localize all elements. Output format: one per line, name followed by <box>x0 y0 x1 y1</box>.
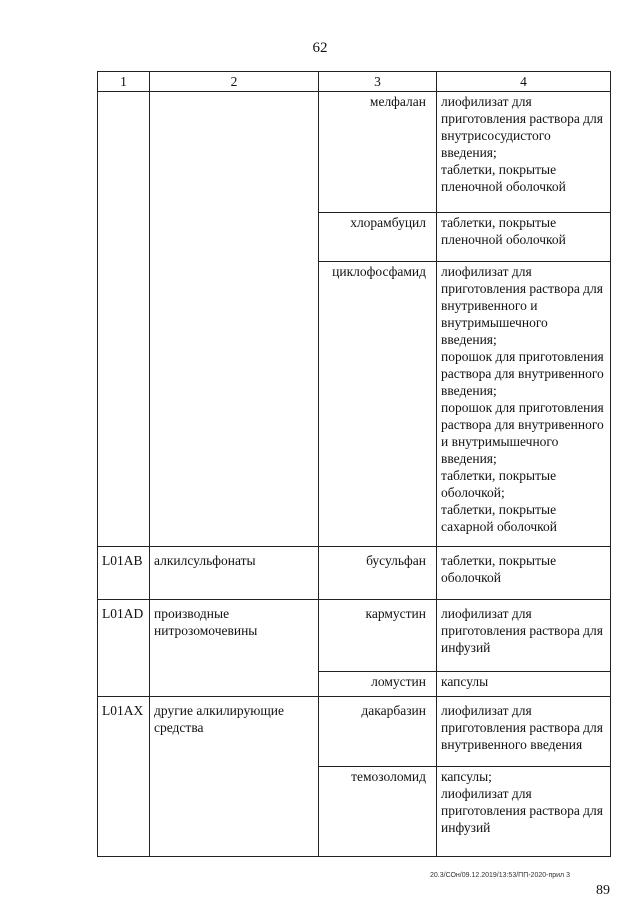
form-cell <box>437 600 611 672</box>
atc-code-cell <box>98 92 150 547</box>
form-line: лиофилизат для приготовления раствора для внутрисосудистого введения; <box>441 94 603 160</box>
form-cell <box>437 213 611 262</box>
form-line: лиофилизат для приготовления раствора для внутривенного введения <box>441 703 603 752</box>
form-line: таблетки, покрытые сахарной оболочкой <box>441 502 558 534</box>
form-line: таблетки, покрытые оболочкой <box>441 553 557 585</box>
header-cell: 1 <box>98 72 150 92</box>
atc-code-cell: L01AX <box>98 697 150 857</box>
header-cell: 4 <box>437 72 611 92</box>
group-cell <box>150 92 319 547</box>
form-line: порошок для приготовления раствора для внутривенного и внутримышечного введения; <box>441 400 604 466</box>
form-cell <box>437 262 611 547</box>
form-line: лиофилизат для приготовления раствора для инфузий <box>441 606 603 655</box>
form-line: лиофилизат для приготовления раствора для внутривенного и внутримышечного введения; <box>441 264 603 347</box>
form-line: капсулы; <box>441 769 492 784</box>
group-cell: алкилсульфонаты <box>150 547 319 600</box>
form-line: капсулы <box>441 674 489 689</box>
document-reference: 20.3/СОн/09.12.2019/13:53/ПП-2020-прил 3 <box>430 872 570 879</box>
form-line: порошок для приготовления раствора для внутривенного введения; <box>441 349 604 398</box>
header-cell: 3 <box>319 72 437 92</box>
form-line: таблетки, покрытые пленочной оболочкой <box>441 162 566 194</box>
inn-cell: темозоломид <box>319 767 437 857</box>
header-cell: 2 <box>150 72 319 92</box>
drug-table <box>97 71 611 857</box>
form-cell <box>437 92 611 213</box>
form-cell <box>437 697 611 767</box>
form-cell <box>437 547 611 600</box>
page-number: 62 <box>312 40 328 56</box>
table-row <box>98 547 611 600</box>
form-cell <box>437 767 611 857</box>
header-row <box>98 72 611 92</box>
group-cell: другие алкилирующие средства <box>150 697 319 857</box>
form-line: лиофилизат для приготовления раствора для инфузий <box>441 786 603 835</box>
sheet-number: 89 <box>596 883 610 898</box>
form-line: таблетки, покрытые оболочкой; <box>441 468 557 500</box>
form-line: таблетки, покрытые пленочной оболочкой <box>441 215 566 247</box>
inn-cell: хлорамбуцил <box>319 213 437 262</box>
inn-cell: ломустин <box>319 672 437 697</box>
inn-cell: циклофосфамид <box>319 262 437 547</box>
inn-cell: мелфалан <box>319 92 437 213</box>
inn-cell: дакарбазин <box>319 697 437 767</box>
atc-code-cell: L01AB <box>98 547 150 600</box>
table-row <box>98 697 611 767</box>
group-cell: производные нитрозомочевины <box>150 600 319 697</box>
inn-cell: бусульфан <box>319 547 437 600</box>
inn-cell: кармустин <box>319 600 437 672</box>
form-cell <box>437 672 611 697</box>
table-row <box>98 92 611 213</box>
table-row <box>98 600 611 672</box>
atc-code-cell: L01AD <box>98 600 150 697</box>
